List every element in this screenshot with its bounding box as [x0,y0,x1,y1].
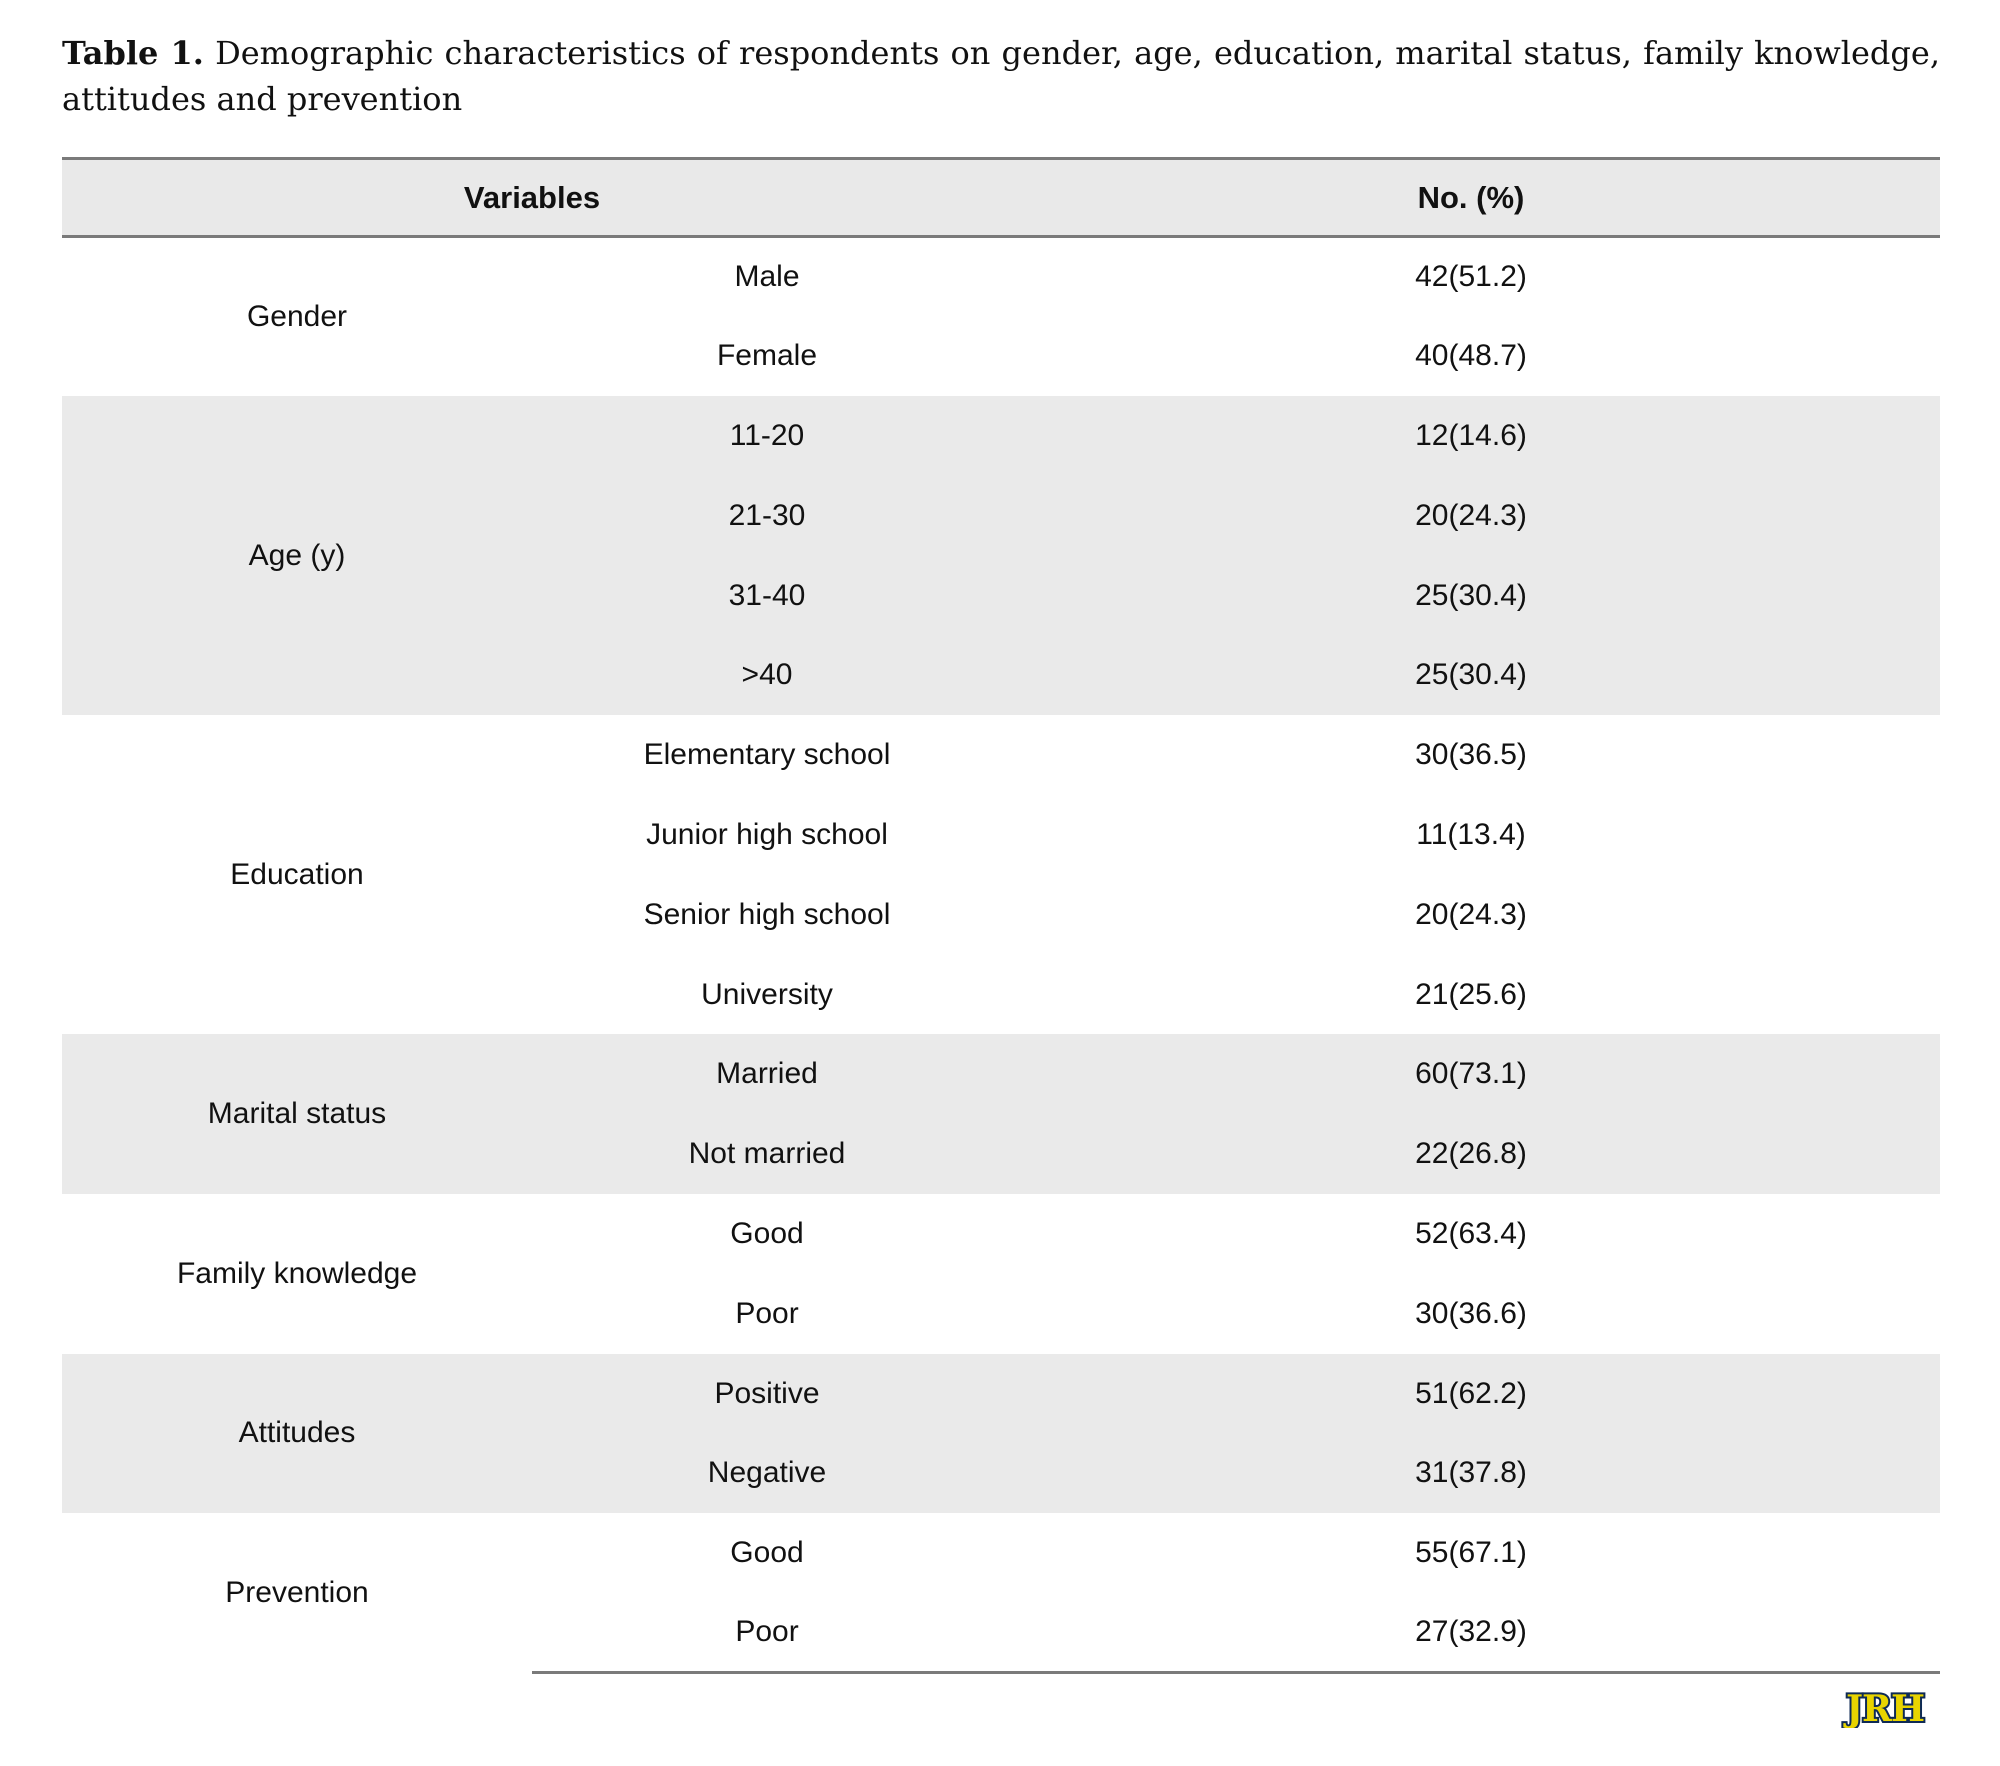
table-group [62,1034,1940,1194]
value-cell: 30(36.6) [1415,1296,1527,1330]
value-cell: 40(48.7) [1415,339,1527,373]
value-cell: 30(36.5) [1415,738,1527,772]
category-cell: Female [716,339,818,373]
category-cell: University [701,977,833,1011]
value-cell: 22(26.8) [1002,1114,1940,1194]
category-cell: 31-40 [532,556,1002,636]
caption-text: Demographic characteristics of respondents on gender, age, education, marital status, family knowledge, attitudes and prevention [62,34,1941,118]
category-cell: Positive [532,1354,1002,1434]
variable-cell: Attitudes [62,1354,532,1514]
category-cell: Poor [735,1296,799,1330]
header-variables: Variables [62,159,1002,237]
table-group [62,1194,1940,1354]
category-cell: 11-20 [532,396,1002,476]
value-cell: 21(25.6) [1415,977,1527,1011]
value-cell: 11(13.4) [1416,817,1526,851]
demographics-table [62,157,1940,1674]
variable-cell: Marital status [62,1034,532,1194]
table-row [62,237,1940,317]
value-cell: 12(14.6) [1002,396,1940,476]
category-cell: 21-30 [532,476,1002,556]
variable-cell: Family knowledge [176,1256,418,1290]
category-cell: Good [730,1536,804,1570]
value-cell: 27(32.9) [1002,1593,1940,1673]
variable-cell: Education [230,857,364,891]
value-cell: 20(24.3) [1002,476,1940,556]
table-row [62,715,1940,795]
category-cell: Not married [532,1114,1002,1194]
table-group [62,1513,1940,1673]
table-group [62,1354,1940,1514]
journal-logo [1830,1690,1940,1728]
demographics-table-container [62,157,1940,1674]
value-cell: 31(37.8) [1002,1433,1940,1513]
table-row [62,1034,1940,1114]
category-cell: Male [734,260,800,294]
variable-cell: Gender [246,300,348,334]
table-group [62,715,1940,1034]
table-group [62,237,1940,397]
category-cell: Senior high school [643,897,891,931]
table-row [62,396,1940,476]
category-cell: Junior high school [646,817,888,851]
variable-cell: Age (y) [62,396,532,715]
caption-label: Table 1. [62,34,204,72]
value-cell: 52(63.4) [1415,1216,1527,1250]
table-group [62,396,1940,715]
category-cell: Poor [532,1593,1002,1673]
header-value: No. (%) [1002,159,1940,237]
table-row [62,1194,1940,1274]
table-row [62,1354,1940,1434]
value-cell: 60(73.1) [1002,1034,1940,1114]
value-cell: 55(67.1) [1415,1536,1527,1570]
category-cell: Elementary school [643,738,891,772]
category-cell: Good [730,1216,804,1250]
category-cell: Negative [532,1433,1002,1513]
value-cell: 25(30.4) [1002,635,1940,715]
variable-cell: Prevention [225,1576,369,1610]
svg-text:JRH: JRH [1846,1690,1924,1728]
category-cell: >40 [532,635,1002,715]
table-header-row [62,159,1940,237]
value-cell: 42(51.2) [1415,260,1527,294]
value-cell: 20(24.3) [1415,897,1527,931]
table-caption [62,30,1940,122]
value-cell: 51(62.2) [1002,1354,1940,1434]
value-cell: 25(30.4) [1002,556,1940,636]
category-cell: Married [532,1034,1002,1114]
table-row [62,1513,1940,1593]
